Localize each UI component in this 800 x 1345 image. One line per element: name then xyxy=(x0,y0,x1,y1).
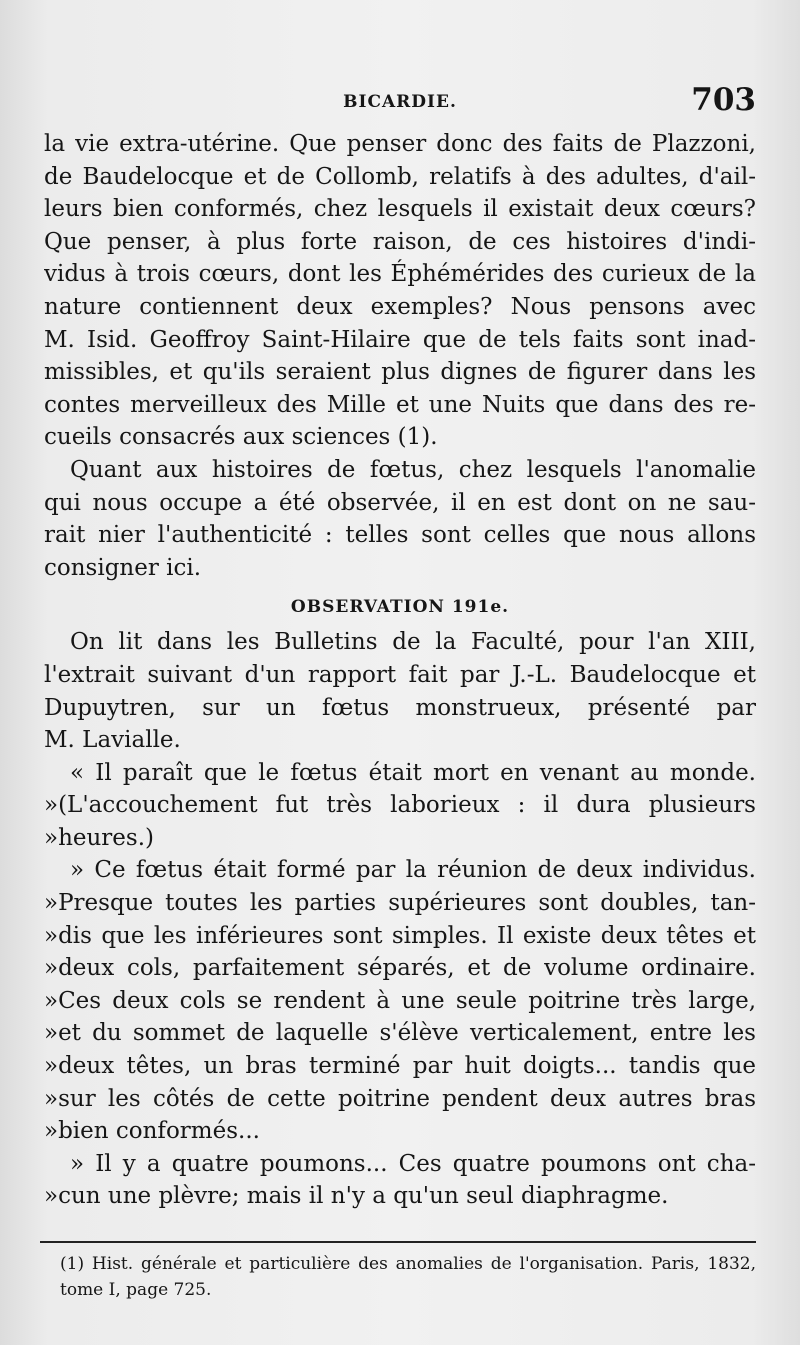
text-line: de Baudelocque et de Collomb, relatifs à des adultes, d'ail- xyxy=(44,163,756,190)
text-line: »(L'accouchement fut très laborieux : il dura plusieurs xyxy=(44,792,756,819)
paragraph xyxy=(44,454,756,584)
observation-title: OBSERVATION 191e. xyxy=(290,597,510,618)
text-line: missibles, et qu'ils seraient plus dignes de figurer dans les xyxy=(44,359,756,386)
text-line: » Il y a quatre poumons... Ces quatre poumons ont cha- xyxy=(70,1150,756,1177)
footnote-rule xyxy=(40,1241,756,1243)
text-line: »et du sommet de laquelle s'élève verticalement, entre les xyxy=(44,1020,756,1047)
running-head: BICARDIE. xyxy=(343,92,457,112)
body-text xyxy=(44,128,756,1213)
text-line: « Il paraît que le fœtus était mort en venant au monde. xyxy=(70,759,756,786)
footnote-line: tome I, page 725. xyxy=(60,1280,212,1300)
text-line: »Presque toutes les parties supérieures sont doubles, tan- xyxy=(44,890,756,917)
text-line: Que penser, à plus forte raison, de ces histoires d'indi- xyxy=(44,228,756,255)
text-line: »deux cols, parfaitement séparés, et de volume ordinaire. xyxy=(44,955,756,982)
text-line: Quant aux histoires de fœtus, chez lesquels l'anomalie xyxy=(70,456,756,483)
text-line: »deux têtes, un bras terminé par huit doigts... tandis que xyxy=(44,1053,756,1080)
text-line: »cun une plèvre; mais il n'y a qu'un seul diaphragme. xyxy=(44,1183,669,1210)
text-line: la vie extra-utérine. Que penser donc des faits de Plazzoni, xyxy=(44,131,756,157)
page-number: 703 xyxy=(691,82,756,118)
text-line: »bien conformés... xyxy=(44,1118,260,1145)
paragraph xyxy=(44,626,756,756)
text-line: »sur les côtés de cette poitrine pendent deux autres bras xyxy=(44,1085,756,1112)
text-line: consigner ici. xyxy=(44,554,202,581)
text-line: »dis que les inférieures sont simples. Il existe deux têtes et xyxy=(44,922,756,949)
text-line: Dupuytren, sur un fœtus monstrueux, présenté par xyxy=(44,694,756,721)
text-line: vidus à trois cœurs, dont les Éphémérides des curieux de la xyxy=(44,261,756,288)
text-line: cueils consacrés aux sciences (1). xyxy=(44,424,438,451)
quotation-paragraph xyxy=(44,854,756,1147)
paragraph xyxy=(44,128,756,454)
text-line: »Ces deux cols se rendent à une seule poitrine très large, xyxy=(44,987,756,1014)
footnote-line: (1) Hist. générale et particulière des anomalies de l'organisation. Paris, 1832, xyxy=(60,1254,756,1274)
page-header xyxy=(44,82,756,122)
quotation-paragraph xyxy=(44,1148,756,1213)
text-line: » Ce fœtus était formé par la réunion de deux individus. xyxy=(70,857,756,884)
text-line: M. Isid. Geoffroy Saint-Hilaire que de tels faits sont inad- xyxy=(44,326,756,353)
text-line: l'extrait suivant d'un rapport fait par J.-L. Baudelocque et xyxy=(44,661,756,688)
text-line: nature contiennent deux exemples? Nous pensons avec xyxy=(44,293,756,320)
text-line: M. Lavialle. xyxy=(44,727,181,754)
text-line: On lit dans les Bulletins de la Faculté, pour l'an XIII, xyxy=(70,629,756,656)
text-line: »heures.) xyxy=(44,824,155,851)
text-line: rait nier l'authenticité : telles sont celles que nous allons xyxy=(44,522,756,549)
text-line: contes merveilleux des Mille et une Nuits que dans des re- xyxy=(44,391,756,418)
text-line: leurs bien conformés, chez lesquels il existait deux cœurs? xyxy=(44,196,756,223)
quotation-paragraph xyxy=(44,757,756,855)
footnote xyxy=(60,1251,756,1303)
text-line: qui nous occupe a été observée, il en est dont on ne sau- xyxy=(44,489,756,516)
